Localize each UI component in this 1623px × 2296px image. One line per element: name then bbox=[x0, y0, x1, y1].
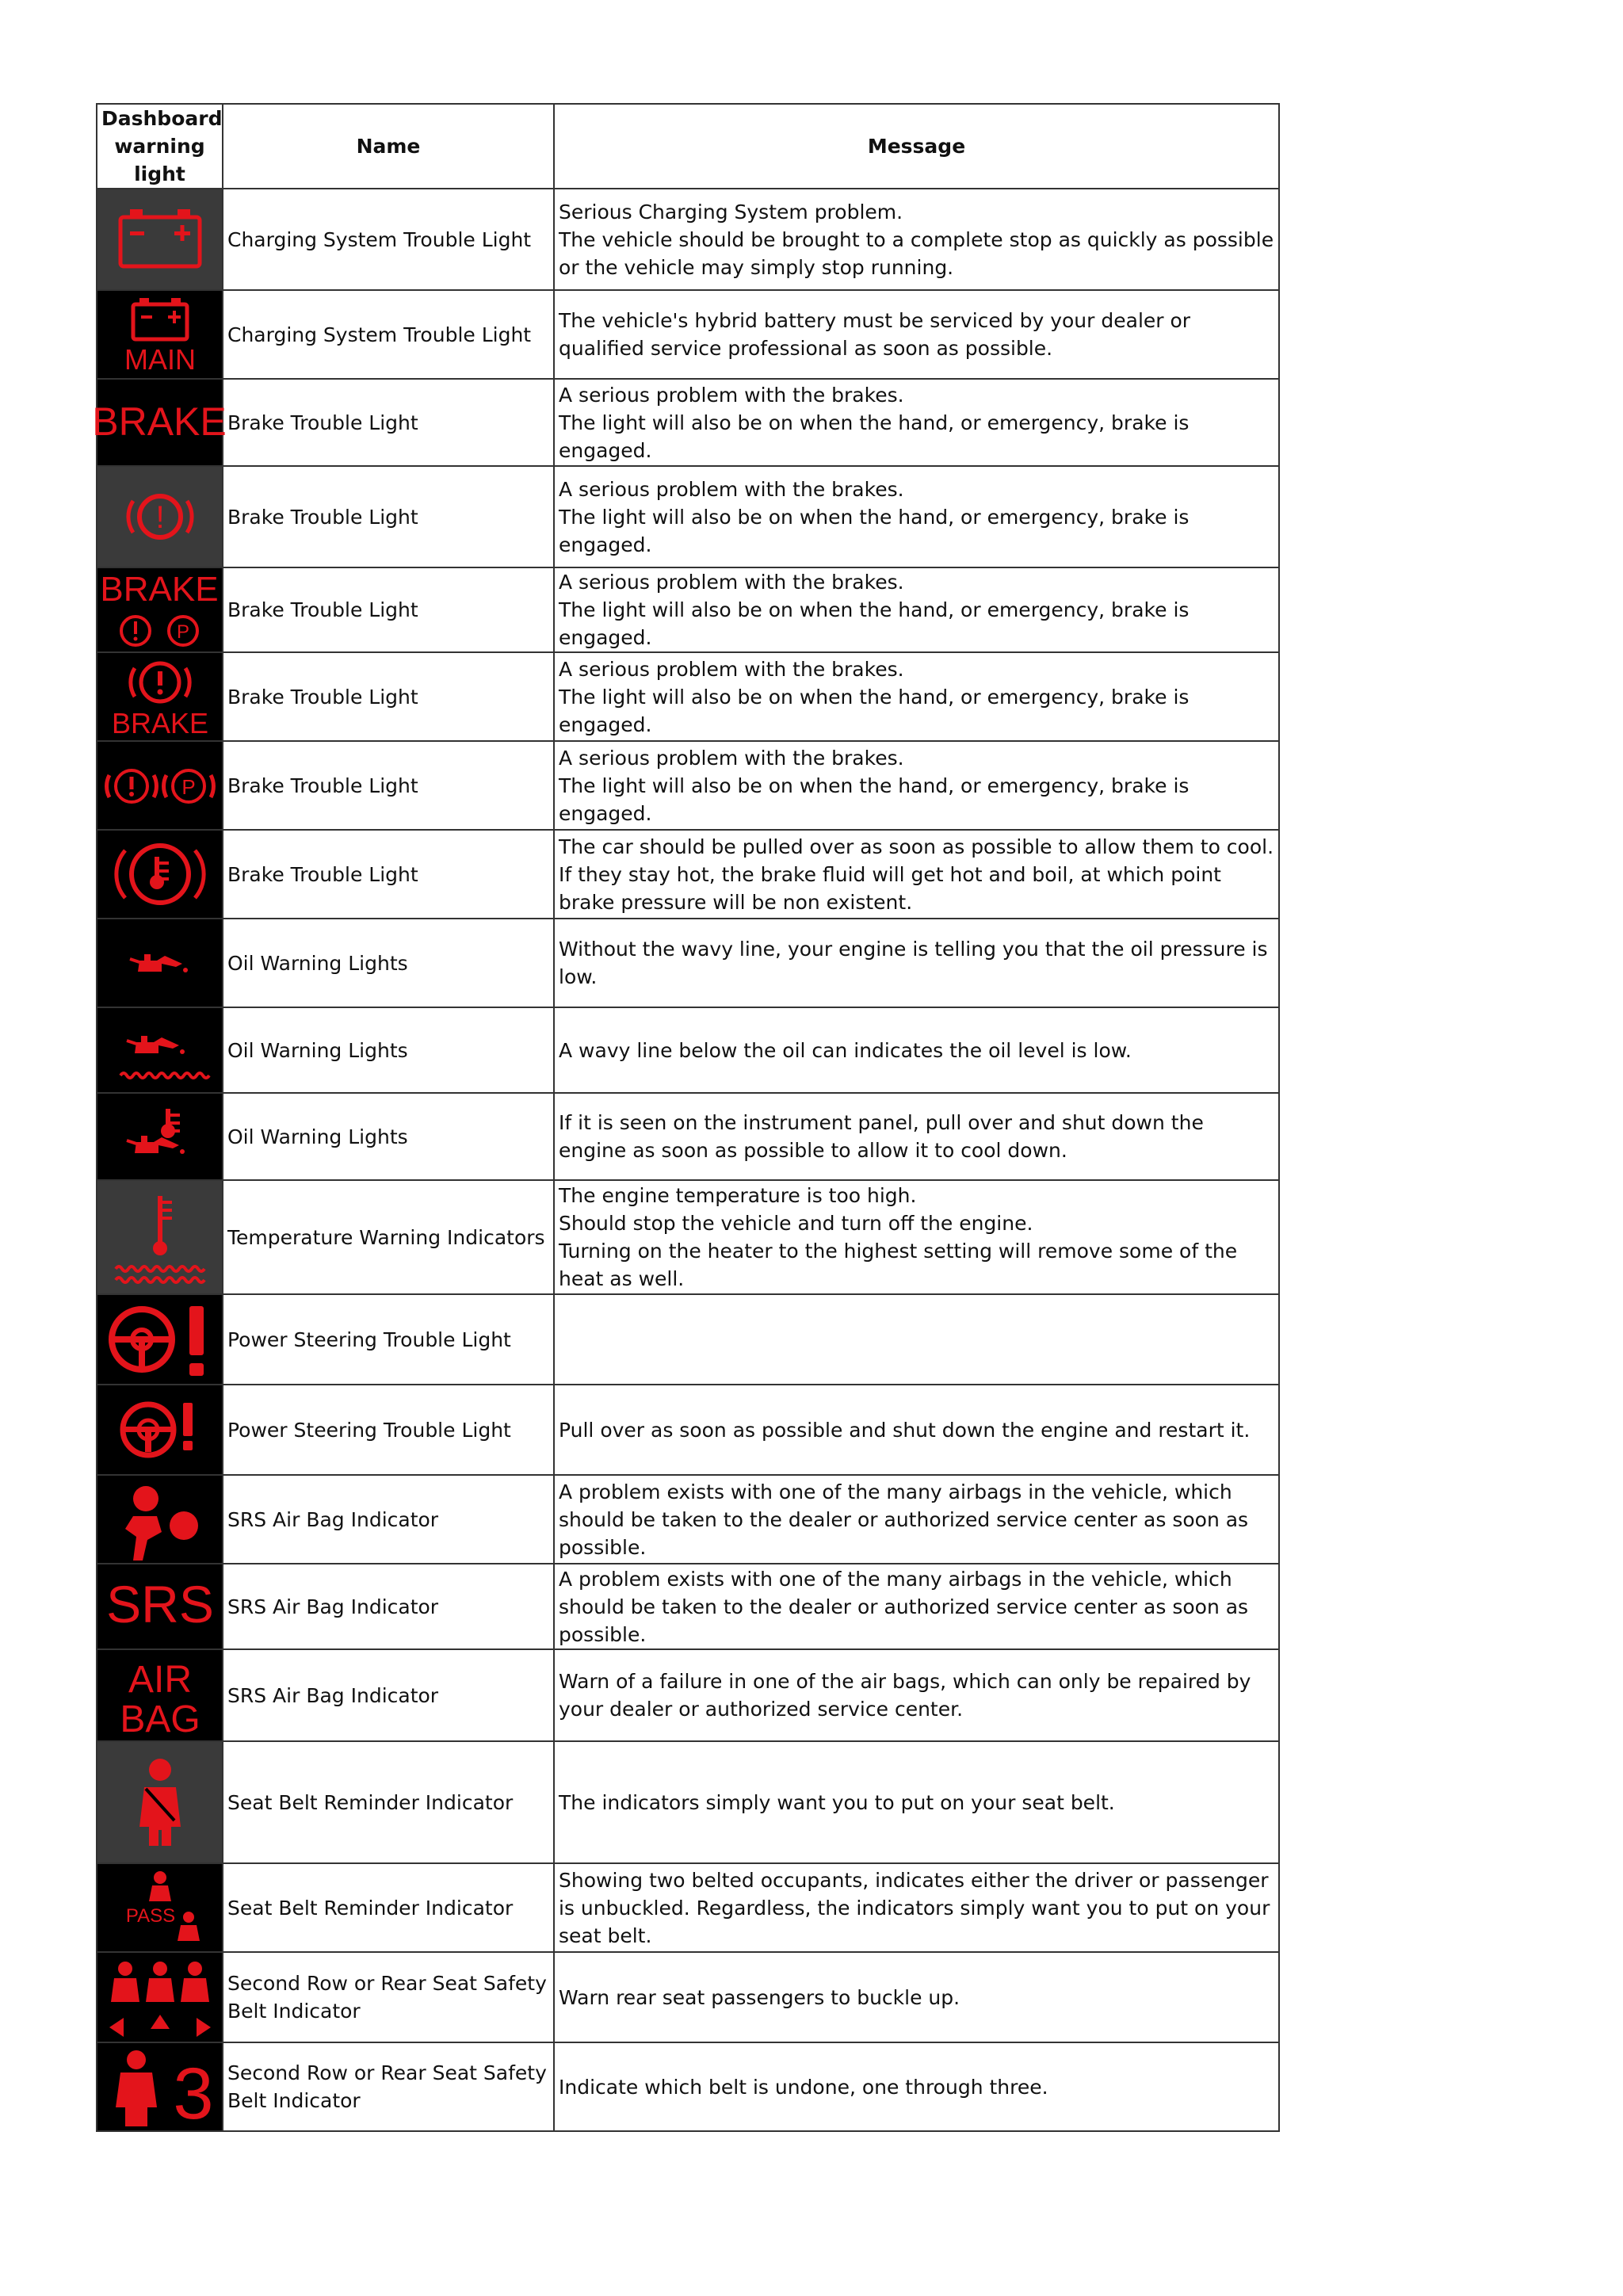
warning-message: If it is seen on the instrument panel, pull over and shut down the engine as soon as possible to allow it to cool down. bbox=[554, 1093, 1279, 1180]
warning-light-cell bbox=[97, 567, 223, 652]
table-row bbox=[97, 1863, 1279, 1952]
brake-circle-text-icon bbox=[101, 654, 218, 739]
coolant-temperature-icon bbox=[101, 1182, 218, 1293]
warning-name: Oil Warning Lights bbox=[223, 1093, 554, 1180]
warning-message: The indicators simply want you to put on your seat belt. bbox=[554, 1741, 1279, 1863]
warning-name: SRS Air Bag Indicator bbox=[223, 1649, 554, 1741]
brake-circle-icon bbox=[101, 468, 218, 566]
warning-name: Brake Trouble Light bbox=[223, 567, 554, 652]
svg-text:BRAKE: BRAKE bbox=[111, 707, 208, 739]
table-row bbox=[97, 1952, 1279, 2042]
table-row bbox=[97, 1294, 1279, 1385]
oil-level-icon bbox=[101, 1009, 218, 1091]
table-row bbox=[97, 2042, 1279, 2131]
warning-light-cell bbox=[97, 652, 223, 741]
warning-name: Brake Trouble Light bbox=[223, 466, 554, 567]
warning-message: Warn of a failure in one of the air bags, which can only be repaired by your dealer or authorized service center. bbox=[554, 1649, 1279, 1741]
warning-light-cell bbox=[97, 1475, 223, 1564]
icon-text-air: AIR bbox=[128, 1659, 192, 1701]
table-row bbox=[97, 652, 1279, 741]
passenger-seat-belt-icon bbox=[101, 1865, 218, 1950]
table-row bbox=[97, 1093, 1279, 1180]
warning-light-cell bbox=[91, 379, 227, 466]
table-header-row bbox=[97, 104, 1279, 189]
svg-text:BRAKE: BRAKE bbox=[99, 569, 219, 609]
steering-wheel-warning-icon bbox=[101, 1296, 218, 1383]
warning-message: The car should be pulled over as soon as possible to allow them to cool. If they stay hot, the brake fluid will get hot and boil, at which point brake pressure will be non existent. bbox=[554, 830, 1279, 919]
table-row bbox=[97, 830, 1279, 919]
table-row bbox=[97, 466, 1279, 567]
svg-text:SRS: SRS bbox=[105, 1575, 214, 1633]
warning-light-cell bbox=[97, 919, 223, 1007]
warning-name: Second Row or Rear Seat Safety Belt Indicator bbox=[223, 2042, 554, 2131]
brake-text-icon bbox=[91, 380, 227, 464]
warning-light-cell bbox=[97, 1294, 223, 1385]
warning-message: Serious Charging System problem. The vehicle should be brought to a complete stop as quickly as possible or the vehicle may simply stop running. bbox=[554, 189, 1279, 290]
table-row bbox=[97, 741, 1279, 830]
warning-name: Brake Trouble Light bbox=[223, 741, 554, 830]
warning-message: Indicate which belt is undone, one through three. bbox=[554, 2042, 1279, 2131]
table-row bbox=[97, 1385, 1279, 1475]
warning-message: A serious problem with the brakes. The light will also be on when the hand, or emergency, brake is engaged. bbox=[554, 379, 1279, 466]
brake-parking-icon bbox=[101, 743, 218, 828]
warning-message: Without the wavy line, your engine is telling you that the oil pressure is low. bbox=[554, 919, 1279, 1007]
svg-text:MAIN: MAIN bbox=[124, 343, 196, 376]
warning-light-cell bbox=[97, 1093, 223, 1180]
table-row bbox=[97, 567, 1279, 652]
svg-text:3: 3 bbox=[172, 2053, 214, 2134]
svg-text:!: ! bbox=[155, 500, 165, 535]
warning-message: A problem exists with one of the many airbags in the vehicle, which should be taken to the dealer or authorized service center as soon as possible. bbox=[554, 1475, 1279, 1564]
warning-message: Showing two belted occupants, indicates either the driver or passenger is unbuckled. Regardless, the indicators simply want you to put on your seat belt. bbox=[554, 1863, 1279, 1952]
warning-light-cell bbox=[97, 2042, 223, 2134]
warning-message: A problem exists with one of the many airbags in the vehicle, which should be taken to the dealer or authorized service center as soon as possible. bbox=[554, 1564, 1279, 1649]
seat-belt-three-icon bbox=[101, 2044, 218, 2134]
header-light: Dashboard warning light bbox=[97, 104, 223, 189]
oil-temperature-icon bbox=[101, 1095, 218, 1179]
header-name: Name bbox=[223, 104, 554, 189]
warning-name: Brake Trouble Light bbox=[223, 652, 554, 741]
header-message: Message bbox=[554, 104, 1279, 189]
srs-text-icon bbox=[101, 1565, 218, 1648]
warning-name: SRS Air Bag Indicator bbox=[223, 1564, 554, 1649]
seat-belt-icon bbox=[101, 1743, 218, 1862]
table-row bbox=[97, 290, 1279, 379]
table-row bbox=[97, 1475, 1279, 1564]
svg-text:P: P bbox=[176, 621, 189, 643]
warning-light-cell bbox=[97, 1564, 223, 1649]
warning-light-cell bbox=[97, 1180, 223, 1294]
warning-light-cell bbox=[97, 830, 223, 919]
warning-message: The vehicle's hybrid battery must be serviced by your dealer or qualified service professional as soon as possible. bbox=[554, 290, 1279, 379]
warning-light-cell bbox=[97, 189, 223, 290]
warning-message: The engine temperature is too high. Should stop the vehicle and turn off the engine. Turning on the heater to the highest setting will remove some of the heat as well. bbox=[554, 1180, 1279, 1294]
warning-light-cell bbox=[97, 1385, 223, 1475]
warning-name: Charging System Trouble Light bbox=[223, 290, 554, 379]
warning-name: Brake Trouble Light bbox=[223, 379, 554, 466]
warning-message bbox=[554, 1294, 1279, 1385]
airbag-text-icon bbox=[101, 1651, 218, 1740]
table-row bbox=[97, 919, 1279, 1007]
warning-name: Brake Trouble Light bbox=[223, 830, 554, 919]
warning-light-cell bbox=[97, 741, 223, 830]
battery-main-icon bbox=[101, 292, 218, 377]
warning-light-cell bbox=[97, 1952, 223, 2042]
table-row bbox=[97, 189, 1279, 290]
warning-lights-table bbox=[91, 103, 1280, 2134]
warning-name: Power Steering Trouble Light bbox=[223, 1294, 554, 1385]
rear-seat-belts-icon bbox=[101, 1954, 218, 2041]
warning-light-cell bbox=[97, 1741, 223, 1863]
svg-text:P: P bbox=[181, 775, 196, 799]
warning-name: Seat Belt Reminder Indicator bbox=[223, 1863, 554, 1952]
warning-message: A serious problem with the brakes. The light will also be on when the hand, or emergency, brake is engaged. bbox=[554, 567, 1279, 652]
table-row bbox=[97, 1564, 1279, 1649]
table-row bbox=[97, 1180, 1279, 1294]
warning-message: A serious problem with the brakes. The light will also be on when the hand, or emergency, brake is engaged. bbox=[554, 652, 1279, 741]
brake-text-circles-icon bbox=[101, 570, 218, 651]
warning-message: A serious problem with the brakes. The light will also be on when the hand, or emergency, brake is engaged. bbox=[554, 741, 1279, 830]
warning-message: A wavy line below the oil can indicates the oil level is low. bbox=[554, 1007, 1279, 1093]
warning-name: Temperature Warning Indicators bbox=[223, 1180, 554, 1294]
battery-icon bbox=[101, 190, 218, 288]
warning-light-cell bbox=[97, 466, 223, 567]
table-row bbox=[97, 379, 1279, 466]
warning-name: Seat Belt Reminder Indicator bbox=[223, 1741, 554, 1863]
warning-message: Pull over as soon as possible and shut down the engine and restart it. bbox=[554, 1385, 1279, 1475]
warning-light-cell bbox=[97, 1863, 223, 1952]
table-row bbox=[97, 1007, 1279, 1093]
warning-name: Oil Warning Lights bbox=[223, 1007, 554, 1093]
warning-message: A serious problem with the brakes. The light will also be on when the hand, or emergency, brake is engaged. bbox=[554, 466, 1279, 567]
brake-temperature-icon bbox=[101, 831, 218, 917]
svg-text:BRAKE: BRAKE bbox=[91, 399, 227, 444]
table-row bbox=[97, 1649, 1279, 1741]
warning-name: Oil Warning Lights bbox=[223, 919, 554, 1007]
icon-text-bag: BAG bbox=[119, 1698, 200, 1740]
warning-light-cell bbox=[97, 1007, 223, 1093]
warning-light-cell bbox=[97, 1649, 223, 1741]
warning-name: SRS Air Bag Indicator bbox=[223, 1475, 554, 1564]
warning-message: Warn rear seat passengers to buckle up. bbox=[554, 1952, 1279, 2042]
svg-text:PASS: PASS bbox=[125, 1905, 175, 1927]
steering-wheel-outline-icon bbox=[101, 1386, 218, 1473]
warning-name: Second Row or Rear Seat Safety Belt Indicator bbox=[223, 1952, 554, 2042]
oil-can-icon bbox=[101, 920, 218, 1006]
warning-light-cell bbox=[97, 290, 223, 379]
airbag-person-icon bbox=[101, 1477, 218, 1562]
table-row bbox=[97, 1741, 1279, 1863]
warning-name: Charging System Trouble Light bbox=[223, 189, 554, 290]
warning-name: Power Steering Trouble Light bbox=[223, 1385, 554, 1475]
